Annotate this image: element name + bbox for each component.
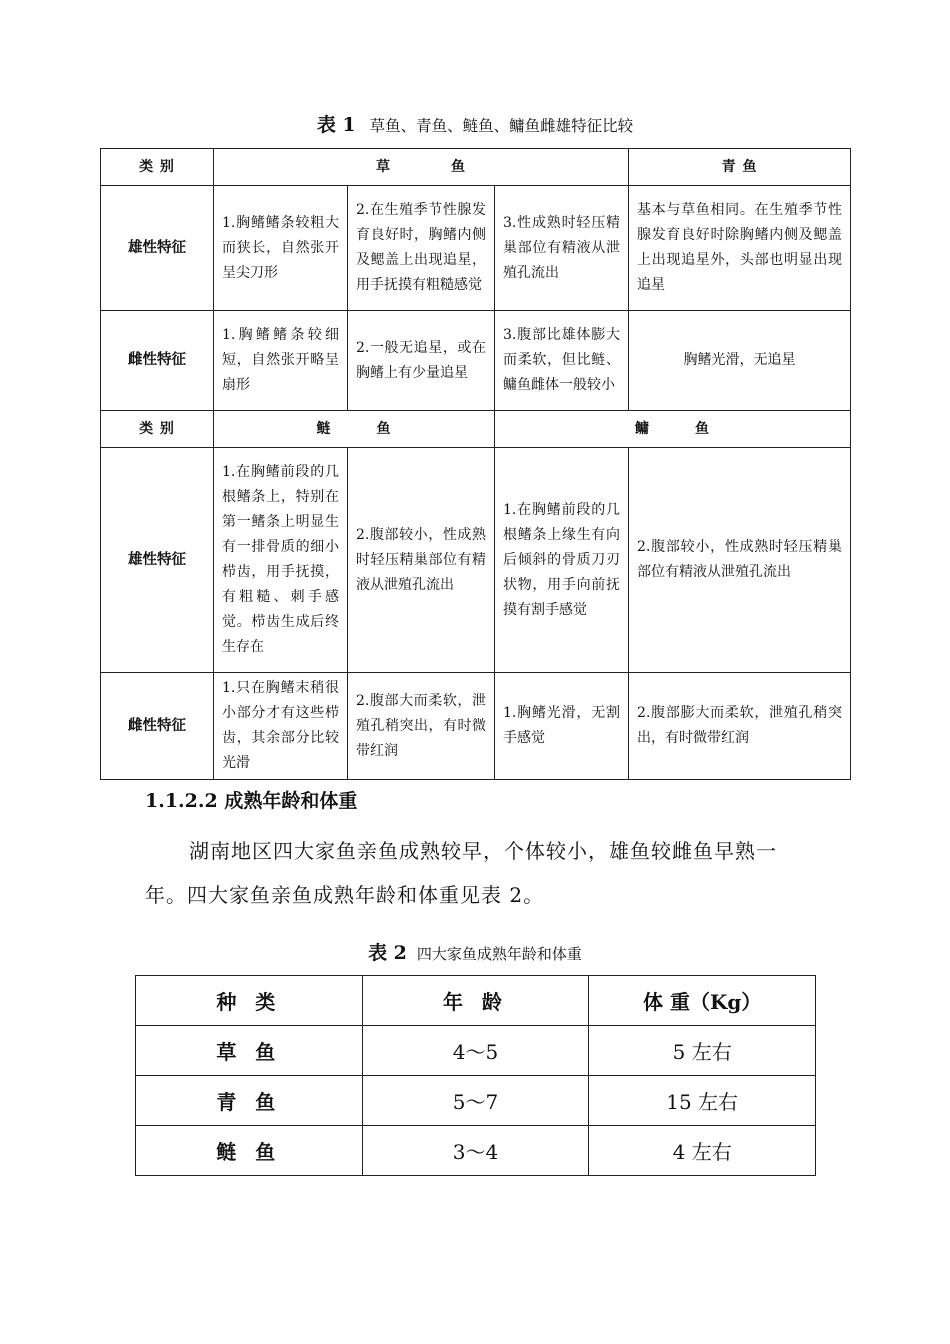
table2-caption-label: 表 2 <box>368 942 407 964</box>
table-cell: 1.在胸鳍前段的几根鳍条上缘生有向后倾斜的骨质刀刃状物，用手向前抚摸有割手感觉 <box>495 448 629 673</box>
species-cell: 青 鱼 <box>136 1076 363 1126</box>
table1-female-row-2 <box>101 673 851 780</box>
table-cell: 2.腹部较小，性成熟时轻压精巢部位有精液从泄殖孔流出 <box>629 448 851 673</box>
table1-caption <box>0 110 950 137</box>
table-cell: 2.腹部较小，性成熟时轻压精巢部位有精液从泄殖孔流出 <box>348 448 495 673</box>
weight-cell: 4 左右 <box>589 1126 816 1176</box>
table1-header-row-1 <box>101 149 851 186</box>
table-cell: 3.性成熟时轻压精巢部位有精液从泄殖孔流出 <box>495 186 629 311</box>
weight-cell: 5 左右 <box>589 1026 816 1076</box>
table1-caption-text: 草鱼、青鱼、鲢鱼、鳙鱼雌雄特征比较 <box>369 117 634 135</box>
age-header: 年 龄 <box>362 976 589 1026</box>
table1-header-row-2 <box>101 411 851 448</box>
category-header: 类 别 <box>101 411 214 448</box>
section-heading: 1.1.2.2 成熟年龄和体重 <box>145 790 358 812</box>
table-cell: 1.胸鳍光滑，无割手感觉 <box>495 673 629 780</box>
species-cell: 草 鱼 <box>136 1026 363 1076</box>
paragraph-text: 湖南地区四大家鱼亲鱼成熟较早，个体较小，雄鱼较雌鱼早熟一年。四大家鱼亲鱼成熟年龄和体重见表 2。 <box>145 839 777 907</box>
table-cell: 2.一般无追星，或在胸鳍上有少量追星 <box>348 311 495 411</box>
table-cell: 2.在生殖季节性腺发育良好时，胸鳍内侧及鳃盖上出现追星，用手抚摸有粗糙感觉 <box>348 186 495 311</box>
grass-carp-header: 草 鱼 <box>214 149 629 186</box>
male-label: 雄性特征 <box>101 448 214 673</box>
table2-caption-text: 四大家鱼成熟年龄和体重 <box>416 945 582 963</box>
table-cell: 1.在胸鳍前段的几根鳍条上，特别在第一鳍条上明显生有一排骨质的细小栉齿，用手抚摸，有粗糙、刺手感觉。栉齿生成后终生存在 <box>214 448 348 673</box>
table-cell: 胸鳍光滑，无追星 <box>629 311 851 411</box>
category-header: 类 别 <box>101 149 214 186</box>
table-cell: 2.腹部大而柔软，泄殖孔稍突出，有时微带红润 <box>348 673 495 780</box>
table-row <box>136 1076 816 1126</box>
table2-caption <box>0 938 950 965</box>
table-cell: 2.腹部膨大而柔软，泄殖孔稍突出，有时微带红润 <box>629 673 851 780</box>
table-row <box>136 1026 816 1076</box>
female-label: 雌性特征 <box>101 311 214 411</box>
female-label: 雌性特征 <box>101 673 214 780</box>
maturity-age-weight-table <box>135 975 816 1176</box>
table1-male-row-1 <box>101 186 851 311</box>
age-cell: 4～5 <box>362 1026 589 1076</box>
age-cell: 5～7 <box>362 1076 589 1126</box>
table-cell: 1.胸鳍鳍条较粗大而狭长，自然张开呈尖刀形 <box>214 186 348 311</box>
weight-header: 体 重（Kg） <box>589 976 816 1026</box>
table2-header-row <box>136 976 816 1026</box>
male-label: 雄性特征 <box>101 186 214 311</box>
table-cell: 基本与草鱼相同。在生殖季节性腺发育良好时除胸鳍内侧及鳃盖上出现追星外，头部也明显出现追星 <box>629 186 851 311</box>
section-paragraph <box>145 829 810 917</box>
table-cell: 1.胸鳍鳍条较细短，自然张开略呈扇形 <box>214 311 348 411</box>
table-cell: 3.腹部比雄体膨大而柔软，但比鲢、鳙鱼雌体一般较小 <box>495 311 629 411</box>
table-cell: 1.只在胸鳍末稍很小部分才有这些栉齿，其余部分比较光滑 <box>214 673 348 780</box>
species-header: 种 类 <box>136 976 363 1026</box>
table1-female-row-1 <box>101 311 851 411</box>
table-row <box>136 1126 816 1176</box>
species-cell: 鲢 鱼 <box>136 1126 363 1176</box>
table1-caption-label: 表 1 <box>316 114 356 136</box>
weight-cell: 15 左右 <box>589 1076 816 1126</box>
table1-male-row-2 <box>101 448 851 673</box>
black-carp-header: 青 鱼 <box>629 149 851 186</box>
fish-sex-comparison-table <box>100 148 851 780</box>
age-cell: 3～4 <box>362 1126 589 1176</box>
bighead-carp-header: 鳙 鱼 <box>495 411 851 448</box>
silver-carp-header: 鲢 鱼 <box>214 411 495 448</box>
